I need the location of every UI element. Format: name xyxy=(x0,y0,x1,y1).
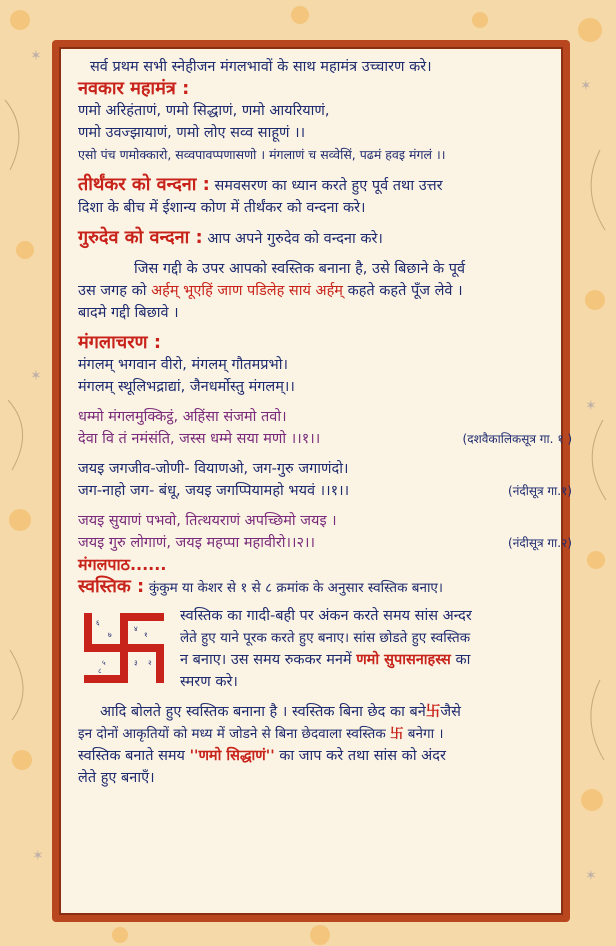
verse-reference: (नंदीसूत्र गा.२) xyxy=(508,536,572,550)
swastik-desc: न बनाए। उस समय रुककर मनमें xyxy=(180,652,352,668)
navkar-heading: नवकार महामंत्र : xyxy=(78,78,190,99)
swastik-mantra: णमो सुपासनाहस्स xyxy=(356,652,451,668)
gurudev-para-2a: उस जगह को xyxy=(78,283,147,299)
diagram-number: ७ xyxy=(108,631,112,639)
swastik-desc: स्वस्तिक का गादी-बही पर अंकन करते समय सांस अन्दर xyxy=(180,608,472,624)
swastik-desc: लेते हुए याने पूरक करते हुए बनाए। सांस छोडते हुए स्वस्तिक xyxy=(180,630,471,646)
navkar-line: एसो पंच णमोक्कारो, सव्वपावप्पणासणो । मंगलाणं च सव्वेसिं, पढमं हवइ मंगलं ।। xyxy=(78,147,446,162)
diagram-number: ५ xyxy=(102,659,106,667)
navkar-line: णमो अरिहंताणं, णमो सिद्धाणं, णमो आयरियाणं, xyxy=(78,103,330,119)
swastik-desc: स्मरण करे। xyxy=(180,674,238,690)
verse-line: जयइ गुरु लोगाणं, जयइ महप्पा महावीरो।।२।। xyxy=(78,535,316,551)
svg-text:✶: ✶ xyxy=(30,48,42,64)
diagram-number: २ xyxy=(148,659,152,667)
verse-line: जयइ सुयाणं पभवो, तित्थयराणं अपच्छिमो जयइ । xyxy=(78,513,337,529)
svg-text:✶: ✶ xyxy=(580,78,592,94)
verse-line: जयइ जगजीव-जोणी- वियाणओ, जग-गुरु जगाणंदो। xyxy=(78,461,349,477)
tirthankar-heading: तीर्थंकर को वन्दना : xyxy=(78,174,210,195)
diagram-number: ४ xyxy=(134,625,138,633)
swastika-diagram xyxy=(78,607,170,689)
gurudev-para-2b: कहते कहते पूँज लेवे । xyxy=(347,283,463,299)
gurudev-heading: गुरुदेव को वन्दना : xyxy=(78,227,203,248)
swastik-final: इन दोनों आकृतियों को मध्य में जोडने से बिना छेदवाला स्वस्तिक xyxy=(78,726,386,742)
swastik-mantra: ''णमो सिद्धाणं'' xyxy=(189,748,275,764)
gurudev-para-3: बादमे गद्दी बिछावे । xyxy=(78,305,179,321)
svg-text:✶: ✶ xyxy=(585,398,597,414)
verse-reference: (दशवैकालिकसूत्र गा. १ ) xyxy=(462,432,572,446)
svg-text:✶: ✶ xyxy=(32,848,44,864)
tirthankar-text-2: दिशा के बीच में ईशान्य कोण में तीर्थंकर को वन्दना करे। xyxy=(78,200,366,216)
swastik-small-icon: 卐 xyxy=(390,726,404,742)
mangalacharan-heading: मंगलाचरण : xyxy=(78,332,162,353)
diagram-number: १ xyxy=(144,631,148,639)
mangalacharan-line: मंगलम् भगवान वीरो, मंगलम् गौतमप्रभो। xyxy=(78,357,288,373)
diagram-number: ८ xyxy=(98,667,102,675)
swastik-final: बनेगा । xyxy=(407,726,444,742)
diagram-number: ३ xyxy=(134,659,138,667)
mangalacharan-line: मंगलम् स्थूलिभद्राद्यां, जैनधर्मोस्तु मंगलम्।। xyxy=(78,379,295,395)
swastik-heading: स्वस्तिक : xyxy=(78,576,145,597)
verse-line: धम्मो मंगलमुक्किट्ठं, अहिंसा संजमो तवो। xyxy=(78,409,287,425)
swastik-desc: का xyxy=(455,652,471,668)
gurudev-para-1: जिस गद्दी के उपर आपको स्वस्तिक बनाना है, उसे बिछाने के पूर्व xyxy=(134,261,466,277)
diagram-number: ६ xyxy=(96,619,100,627)
swastik-small-icon: 卐 xyxy=(425,704,441,720)
gurudev-text: आप अपने गुरुदेव को वन्दना करे। xyxy=(207,231,383,247)
svg-text:✶: ✶ xyxy=(585,868,597,884)
swastik-text: कुंकुम या केशर से १ से ८ क्रमांक के अनुसार स्वस्तिक बनाए। xyxy=(148,580,444,596)
gurudev-mantra: अर्हम् भूएहिं जाण पडिलेह सायं अर्हम् xyxy=(151,283,343,299)
tirthankar-text: समवसरण का ध्यान करते हुए पूर्व तथा उत्तर xyxy=(214,178,443,194)
svg-text:✶: ✶ xyxy=(30,368,42,384)
swastik-final: आदि बोलते हुए स्वस्तिक बनाना है । स्वस्तिक बिना छेद का बने xyxy=(100,704,426,720)
verse-reference: (नंदीसूत्र गा.१) xyxy=(508,484,572,498)
swastik-final: का जाप करे तथा सांस को अंदर xyxy=(279,748,446,764)
verse-line: जग-नाहो जग- बंधू, जयइ जगप्पियामहो भयवं ।।१।। xyxy=(78,483,350,499)
intro-text: सर्व प्रथम सभी स्नेहीजन मंगलभावों के साथ महामंत्र उच्चारण करे। xyxy=(90,59,432,75)
verse-line: देवा वि तं नमंसंति, जस्स धम्मे सया मणो ।।१।। xyxy=(78,431,321,447)
swastik-final: स्वस्तिक बनाते समय xyxy=(78,748,185,764)
mangalpath-heading: मंगलपाठ...... xyxy=(78,555,167,574)
content xyxy=(78,56,572,789)
swastik-final: लेते हुए बनाएँ। xyxy=(78,770,155,786)
navkar-line: णमो उवज्झायाणं, णमो लोए सव्व साहूणं ।। xyxy=(78,125,306,141)
swastik-final: जैसे xyxy=(440,704,461,720)
